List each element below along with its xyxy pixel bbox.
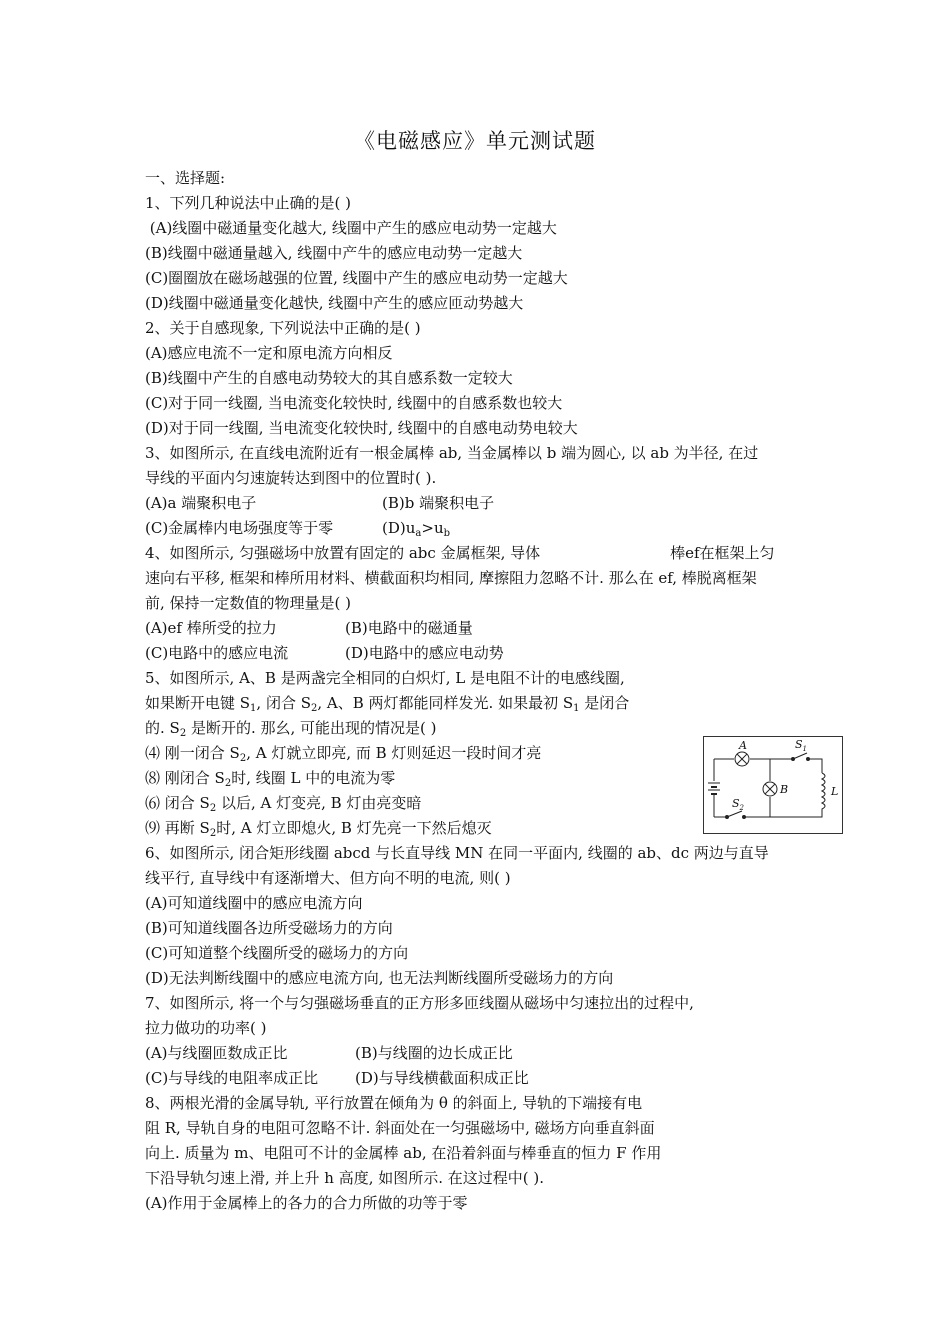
- q4-stem-line1: 4、如图所示, 匀强磁场中放置有固定的 abc 金属框架, 导体 棒ef在框架上匀: [145, 544, 775, 562]
- q8-stem-line3: 向上. 质量为 m、电阻可不计的金属棒 ab, 在沿着斜面与棒垂直的恒力 F 作用: [145, 1144, 662, 1162]
- q3-option-b: (B)b 端聚积电子: [382, 494, 495, 512]
- q1-stem: 1、下列几种说法中止确的是( ): [145, 194, 352, 212]
- q1-option-d: (D)线圈中磁通量变化越快, 线圈中产生的感应匝动势越大: [145, 294, 524, 312]
- q3-option-a: (A)a 端聚积电子: [145, 494, 257, 512]
- q2-option-d: (D)对于同一线圈, 当电流变化较快时, 线圈中的自感电动势电较大: [145, 419, 578, 437]
- q8-stem-line4: 下沿导轨匀速上滑, 并上升 h 高度, 如图所示. 在这过程中( ).: [145, 1169, 545, 1187]
- q3-options-row1: [145, 491, 810, 516]
- q4-options-row2: [145, 641, 810, 666]
- switch-s1-icon: [792, 753, 810, 761]
- q7-option-a: (A)与线圈匝数成正比: [145, 1044, 288, 1062]
- label-b: B: [780, 783, 789, 796]
- q2-option-a: (A)感应电流不一定和原电流方向相反: [145, 344, 393, 362]
- label-a: A: [739, 739, 747, 752]
- q7-option-c: (C)与导线的电阻率成正比: [145, 1069, 319, 1087]
- q5-circuit-diagram: [703, 736, 843, 834]
- q2-option-c: (C)对于同一线圈, 当电流变化较快时, 线圈中的自感系数也较大: [145, 394, 563, 412]
- q2-stem: 2、关于自感现象, 下列说法中正确的是( ): [145, 319, 421, 337]
- q1-option-c: (C)圈圈放在磁场越强的位置, 线圈中产生的感应电动势一定越大: [145, 269, 568, 287]
- q6-stem-line1: 6、如图所示, 闭合矩形线圈 abcd 与长直导线 MN 在同一平面内, 线圈的 ab、dc 两边与直导: [145, 844, 769, 862]
- q3-option-c: (C)金属棒内电场强度等于零: [145, 519, 334, 537]
- q5-option-d: ⑼ 再断 $S_2$时, A 灯立即熄火, B 灯先亮一下然后熄灭: [145, 819, 492, 839]
- q7-option-d: (D)与导线横截面积成正比: [355, 1069, 529, 1087]
- q1-option-b: (B)线圈中磁通量越入, 线圈中产牛的感应电动势一定越大: [145, 244, 523, 262]
- q4-option-d: (D)电路中的感应电动势: [345, 644, 504, 662]
- page-title: 《电磁感应》单元测试题: [354, 129, 596, 153]
- question-list: [145, 166, 810, 1216]
- section-heading: 一、选择题:: [145, 169, 226, 187]
- q6-option-d: (D)无法判断线圈中的感应电流方向, 也无法判断线圈所受磁场力的方向: [145, 969, 614, 987]
- battery-icon: [708, 783, 720, 794]
- q2-option-b: (B)线圈中产生的自感电动势较大的其自感系数一定较大: [145, 369, 513, 387]
- switch-s2-icon: [726, 811, 746, 819]
- q3-option-d: $(D)u_a>u_b$: [382, 519, 451, 539]
- q1-option-a: (A)线圈中磁通量变化越大, 线圈中产生的感应电动势一定越大: [145, 219, 557, 237]
- q5-stem-line3: 的. $S_2$ 是断开的. 那幺, 可能出现的情况是( ): [145, 719, 437, 739]
- q6-stem-line2: 线平行, 直导线中有逐渐增大、但方向不明的电流, 则( ): [145, 869, 511, 887]
- q8-option-a: (A)作用于金属棒上的各力的合力所做的功等于零: [145, 1194, 468, 1212]
- q5-stem-line2: 如果断开电键 $S_1$, 闭合 $S_2$, A、B 两灯都能同样发光. 如果最初 $S_1$ 是闭合: [145, 694, 630, 714]
- q4-stem-line3: 前, 保持一定数值的物理量是( ): [145, 594, 352, 612]
- q7-stem-line1: 7、如图所示, 将一个与匀强磁场垂直的正方形多匝线圈从磁场中匀速拉出的过程中,: [145, 994, 694, 1012]
- q4-option-a: (A)ef 棒所受的拉力: [145, 619, 277, 637]
- q5-option-c: ⑹ 闭合 $S_2$ 以后, A 灯变亮, B 灯由亮变暗: [145, 794, 422, 814]
- q6-option-b: (B)可知道线圈各边所受磁场力的方向: [145, 919, 393, 937]
- q5-stem-line1: 5、如图所示, A、B 是两盏完全相同的白炽灯, L 是电阻不计的电感线圈,: [145, 669, 625, 687]
- q7-option-b: (B)与线圈的边长成正比: [355, 1044, 513, 1062]
- q5-option-b: ⑻ 刚闭合 $S_2$时, 线圈 L 中的电流为零: [145, 769, 396, 789]
- q3-stem-line2: 导线的平面内匀速旋转达到图中的位置时( ).: [145, 469, 437, 487]
- q4-option-b: (B)电路中的磁通量: [345, 619, 473, 637]
- q6-option-c: (C)可知道整个线圈所受的磁场力的方向: [145, 944, 409, 962]
- q8-stem-line2: 阻 R, 导轨自身的电阻可忽略不计. 斜面处在一匀强磁场中, 磁场方向垂直斜面: [145, 1119, 655, 1137]
- label-l: L: [831, 785, 839, 798]
- q3-stem-line1: 3、如图所示, 在直线电流附近有一根金属棒 ab, 当金属棒以 b 端为圆心, 以 ab 为半径, 在过: [145, 444, 759, 462]
- q6-option-a: (A)可知道线圈中的感应电流方向: [145, 894, 363, 912]
- q8-stem-line1: 8、两根光滑的金属导轨, 平行放置在倾角为 θ 的斜面上, 导轨的下端接有电: [145, 1094, 643, 1112]
- q4-option-c: (C)电路中的感应电流: [145, 644, 289, 662]
- inductor-l-icon: [822, 773, 825, 815]
- lamp-a-icon: [735, 752, 749, 766]
- label-s2: $S_2$: [732, 797, 745, 812]
- wire-top: [714, 759, 822, 773]
- q3-options-row2: [145, 516, 810, 541]
- q4-stem-line2: 速向右平移, 框架和棒所用材料、横截面积均相同, 摩擦阻力忽略不计. 那么在 ef, 棒脱离框架: [145, 569, 757, 587]
- q7-stem-line2: 拉力做功的功率( ): [145, 1019, 267, 1037]
- q7-options-row1: [145, 1041, 810, 1066]
- lamp-b-icon: [763, 782, 777, 796]
- q4-options-row1: [145, 616, 810, 641]
- q7-options-row2: [145, 1066, 810, 1091]
- q5-option-a: ⑷ 刚一闭合 $S_2$, A 灯就立即亮, 而 B 灯则延迟一段时间才亮: [145, 744, 542, 764]
- label-s1: $S_1$: [795, 738, 808, 753]
